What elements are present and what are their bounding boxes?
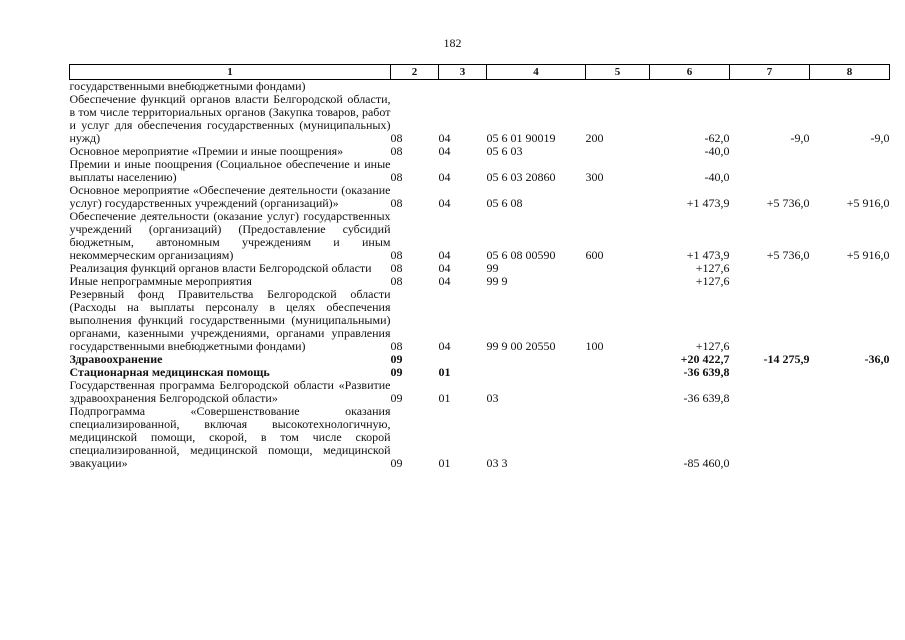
- amount-col-8: -9,0: [870, 131, 890, 145]
- amount-col-8: [810, 379, 890, 405]
- subsection-code: [439, 80, 487, 94]
- header-col-4: 4: [487, 65, 586, 80]
- header-col-2: 2: [391, 65, 439, 80]
- subsection-code: 04: [438, 274, 451, 288]
- expense-type-code: 200: [585, 131, 604, 145]
- expense-type-code: 600: [585, 248, 604, 262]
- row-name: Подпрограмма «Совершенствование оказания специализированной, включая высокотехнологичную, медицинской помощи, скорой, в том числе скорой специализированной, медицинской помощи, медицинской эвакуации»: [69, 404, 391, 470]
- section-code: [391, 80, 439, 94]
- page-number: 182: [443, 36, 462, 50]
- amount-col-8: [810, 405, 890, 470]
- amount-col-7: +5 736,0: [766, 248, 810, 262]
- section-code: 09: [390, 365, 403, 379]
- amount-col-8: -36,0: [864, 352, 890, 366]
- header-col-8: 8: [810, 65, 890, 80]
- amount-col-8: [810, 366, 890, 379]
- amount-col-8: [810, 145, 890, 158]
- expense-type-code: 300: [585, 170, 604, 184]
- amount-col-6: -36 639,8: [683, 391, 730, 405]
- target-article-code: 05 6 08: [486, 196, 523, 210]
- amount-col-8: [810, 262, 890, 275]
- amount-col-7: -14 275,9: [763, 352, 810, 366]
- target-article-code: [487, 366, 586, 379]
- amount-col-8: [810, 275, 890, 288]
- amount-col-7: [730, 262, 810, 275]
- subsection-code: 04: [438, 261, 451, 275]
- target-article-code: [487, 353, 586, 366]
- target-article-code: 05 6 03 20860: [486, 170, 556, 184]
- target-article-code: 99 9: [486, 274, 508, 288]
- amount-col-7: [730, 379, 810, 405]
- row-name: Обеспечение функций органов власти Белгородской области, в том числе территориальных органов (Закупка товаров, работ и услуг для обеспечения государственных (муниципальных) нужд): [69, 92, 391, 145]
- expense-type-code: [586, 353, 650, 366]
- amount-col-6: +127,6: [695, 261, 730, 275]
- expense-type-code: [586, 262, 650, 275]
- expense-type-code: [586, 80, 650, 94]
- amount-col-7: [730, 288, 810, 353]
- expense-type-code: [586, 379, 650, 405]
- amount-col-6: -40,0: [704, 170, 730, 184]
- amount-col-6: +1 473,9: [686, 196, 730, 210]
- subsection-code: 04: [438, 339, 451, 353]
- amount-col-7: -9,0: [790, 131, 810, 145]
- expense-type-code: [586, 405, 650, 470]
- target-article-code: 03 3: [486, 456, 508, 470]
- amount-col-6: +127,6: [695, 339, 730, 353]
- target-article-code: 03: [486, 391, 499, 405]
- section-code: 08: [390, 131, 403, 145]
- section-code: 09: [390, 391, 403, 405]
- amount-col-7: [730, 145, 810, 158]
- section-code: 08: [390, 196, 403, 210]
- expense-type-code: 100: [585, 339, 604, 353]
- header-col-7: 7: [730, 65, 810, 80]
- section-code: 08: [390, 248, 403, 262]
- amount-col-7: [730, 158, 810, 184]
- expense-type-code: [586, 275, 650, 288]
- subsection-code: 01: [438, 391, 451, 405]
- header-col-6: 6: [650, 65, 730, 80]
- subsection-code: 01: [438, 365, 451, 379]
- amount-col-8: +5 916,0: [846, 196, 890, 210]
- subsection-code: 04: [438, 196, 451, 210]
- row-name: Иные непрограммные мероприятия: [69, 274, 252, 288]
- section-code: 08: [390, 274, 403, 288]
- target-article-code: 99: [486, 261, 499, 275]
- amount-col-6: -85 460,0: [683, 456, 730, 470]
- target-article-code: 05 6 08 00590: [486, 248, 556, 262]
- row-name: Стационарная медицинская помощь: [69, 365, 270, 379]
- amount-col-7: [730, 275, 810, 288]
- section-code: 08: [390, 144, 403, 158]
- subsection-code: 01: [438, 456, 451, 470]
- expense-type-code: [586, 366, 650, 379]
- row-name: Резервный фонд Правительства Белгородской области (Расходы на выплаты персоналу в целях обеспечения выполнения функций государственными (муниципальными) органами, казенными учреждениями, органами управления государственными внебюджетными фондами): [69, 287, 391, 353]
- amount-col-6: [650, 80, 730, 94]
- table-row: [70, 184, 890, 210]
- amount-col-6: -36 639,8: [683, 365, 730, 379]
- subsection-code: 04: [438, 131, 451, 145]
- row-name: государственными внебюджетными фондами): [69, 79, 306, 93]
- section-code: 08: [390, 170, 403, 184]
- subsection-code: 04: [438, 248, 451, 262]
- amount-col-6: +1 473,9: [686, 248, 730, 262]
- expense-type-code: [586, 145, 650, 158]
- table-row: [70, 288, 890, 353]
- target-article-code: 05 6 03: [486, 144, 523, 158]
- amount-col-6: +127,6: [695, 274, 730, 288]
- section-code: 09: [390, 456, 403, 470]
- row-name: Премии и иные поощрения (Социальное обеспечение и иные выплаты населению): [69, 157, 391, 184]
- table-row: [70, 80, 890, 94]
- header-col-3: 3: [439, 65, 487, 80]
- amount-col-6: -62,0: [704, 131, 730, 145]
- target-article-code: [487, 80, 586, 94]
- section-code: 08: [390, 339, 403, 353]
- table-row: [70, 93, 890, 145]
- header-col-5: 5: [586, 65, 650, 80]
- amount-col-7: [730, 405, 810, 470]
- row-name: Здравоохранение: [69, 352, 163, 366]
- row-name: Основное мероприятие «Премии и иные поощрения»: [69, 144, 344, 158]
- header-col-1: 1: [70, 65, 391, 80]
- subsection-code: 04: [438, 144, 451, 158]
- amount-col-8: [810, 288, 890, 353]
- amount-col-7: +5 736,0: [766, 196, 810, 210]
- amount-col-6: -40,0: [704, 144, 730, 158]
- amount-col-6: +20 422,7: [680, 352, 730, 366]
- table-row: [70, 405, 890, 470]
- row-name: Государственная программа Белгородской области «Развитие здравоохранения Белгородской области»: [69, 378, 391, 405]
- expense-type-code: [586, 184, 650, 210]
- amount-col-7: [730, 366, 810, 379]
- amount-col-8: [810, 158, 890, 184]
- row-name: Реализация функций органов власти Белгородской области: [69, 261, 372, 275]
- table-row: [70, 379, 890, 405]
- target-article-code: 05 6 01 90019: [486, 131, 556, 145]
- target-article-code: 99 9 00 20550: [486, 339, 556, 353]
- budget-table: [69, 64, 890, 470]
- section-code: 09: [390, 352, 403, 366]
- table-row: [70, 158, 890, 184]
- row-name: Основное мероприятие «Обеспечение деятельности (оказание услуг) государственных учреждений (организаций)»: [69, 183, 391, 210]
- header-row: [70, 65, 890, 80]
- section-code: 08: [390, 261, 403, 275]
- amount-col-7: [730, 80, 810, 94]
- subsection-code: 04: [438, 170, 451, 184]
- amount-col-8: [810, 80, 890, 94]
- amount-col-8: +5 916,0: [846, 248, 890, 262]
- table-row: [70, 210, 890, 262]
- row-name: Обеспечение деятельности (оказание услуг) государственных учреждений (организаций) (Предоставление субсидий бюджетным, автономным учреждениям и иным некоммерческим организациям): [69, 209, 391, 262]
